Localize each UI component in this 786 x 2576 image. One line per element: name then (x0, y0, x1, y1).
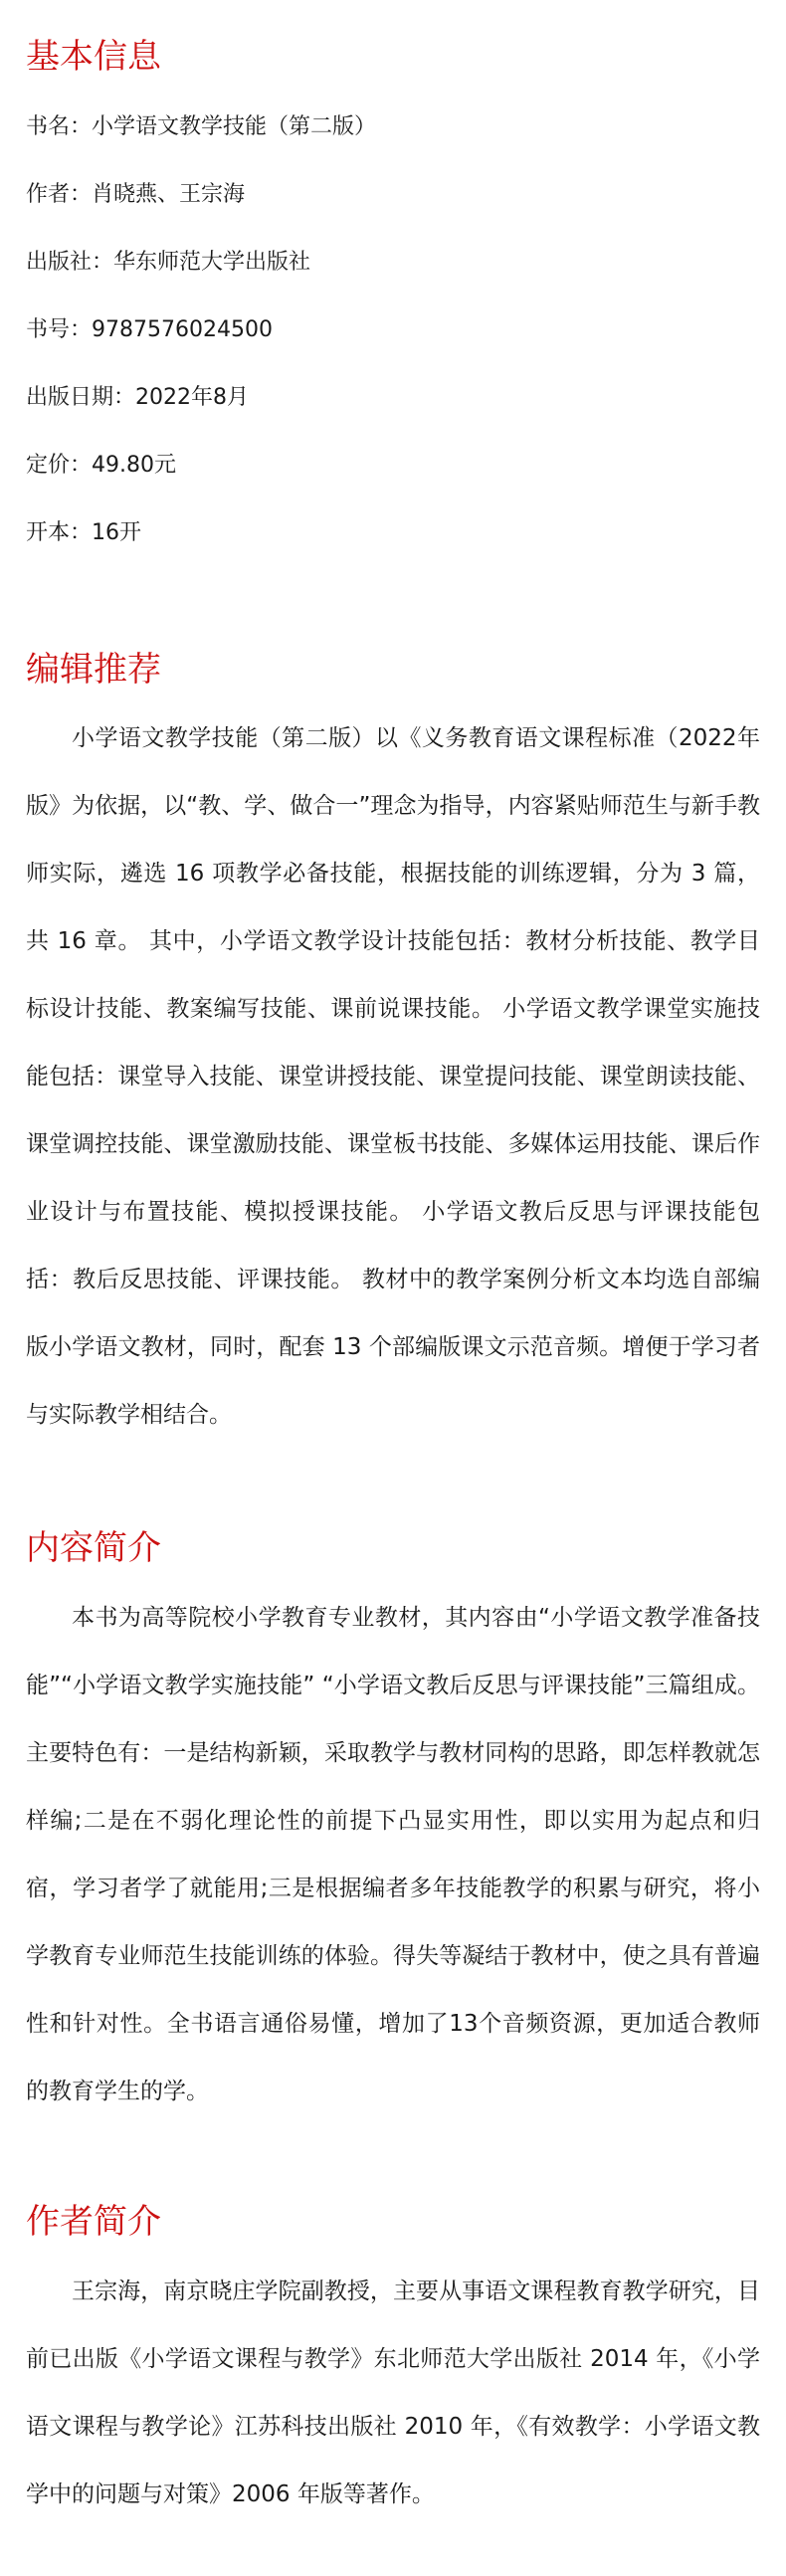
book-title-line: 书名：小学语文教学技能（第二版） (26, 114, 377, 139)
author-line: 作者：肖晓燕、王宗海 (26, 182, 246, 207)
price-line: 定价：49.80元 (26, 453, 176, 478)
author-intro-heading: 作者简介 (26, 2202, 161, 2242)
content-summary-text: 本书为高等院校小学教育专业教材，其内容由“小学语文教学准备技能”“小学语文教学实施技能” “小学语文教后反思与评课技能”三篇组成。主要特色有：一是结构新颖，采取教学与教材同构的思路，即怎样教就怎样编;二是在不弱化理论性的前提下凸显实用性，即以实用为起点和归宿，学习者学了就能用;三是根据编者多年技能教学的积累与研究，将小学教育专业师范生技能训练的体验。得失等凝结于教材中，使之具有普遍性和针对性。全书语言通俗易懂，增加了13个音频资源，更加适合教师的教育学生的学。 (26, 1605, 760, 2104)
author-intro-text: 王宗海，南京晓庄学院副教授，主要从事语文课程教育教学研究，目前已出版《小学语文课程与教学》东北师范大学出版社 2014 年，《小学语文课程与教学论》江苏科技出版社 2010 年，《有效教学：小学语文教学中的问题与对策》2006 年版等著作。 (26, 2279, 760, 2507)
editor-recommendation-heading: 编辑推荐 (26, 650, 161, 690)
isbn-line: 书号：9787576024500 (26, 317, 273, 342)
editor-recommendation-text: 小学语文教学技能（第二版）以《义务教育语文课程标准（2022年版》为依据，以“教、学、做合一”理念为指导，内容紧贴师范生与新手教师实际，遴选 16 项教学必备技能，根据技能的训练逻辑，分为 3 篇，共 16 章。 其中，小学语文教学设计技能包括：教材分析技能、教学目标设计技能、教案编写技能、课前说课技能。 小学语文教学课堂实施技能包括：课堂导入技能、课堂讲授技能、课堂提问技能、课堂朗读技能、课堂调控技能、课堂激励技能、课堂板书技能、多媒体运用技能、课后作业设计与布置技能、模拟授课技能。 小学语文教后反思与评课技能包括：教后反思技能、评课技能。 教材中的教学案例分析文本均选自部编版小学语文教材，同时，配套 13 个部编版课文示范音频。增便于学习者与实际教学相结合。 (26, 725, 760, 1428)
basic-info-heading: 基本信息 (26, 37, 161, 77)
format-line: 开本：16开 (26, 520, 141, 545)
content-summary-heading: 内容简介 (26, 1528, 161, 1568)
publish-date-line: 出版日期：2022年8月 (26, 385, 249, 410)
publisher-line: 出版社：华东师范大学出版社 (26, 250, 311, 275)
